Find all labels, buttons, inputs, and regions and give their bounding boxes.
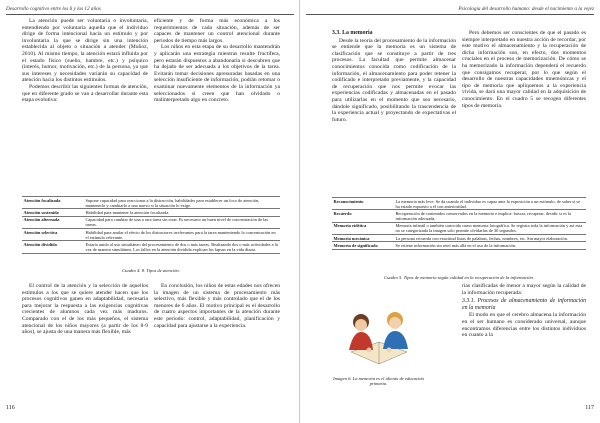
- attention-types-table: [22, 196, 280, 254]
- classroom-photo: [333, 302, 424, 374]
- table-row: [22, 229, 280, 241]
- table-row: [22, 197, 280, 209]
- row-term: Atención alternada: [22, 216, 84, 228]
- row-definition: Supone capacidad para reaccionar a la distracción, habilidades para establecer un foco de atención, mantenerlo y cambiarlo a uno nuevo si la situación lo exige.: [84, 197, 280, 209]
- section-title: 3.3. La memoria: [332, 30, 373, 36]
- paragraph: eficiente y de forma más económica a los requerimientos de cada situación, además de ser capaces de mantener un control atencional durante periodos de tiempo más largos.: [154, 18, 280, 44]
- paragraph: Desde la teoría del procesamiento de la información se entiende que la memoria es un sistema de clasificación que se constituye a partir de tres procesos. La facultad que permite almacenar conocimientos conocida como codificación de la información, el almacenamiento para poder retener la codificado e interpretado previamente, y la capacidad de recuperación que nos permite evocar las experiencias codificadas y almacenadas en el pasado para utilizarlas en el momento que sea necesario, dándole significado, posibilitando la trascendencia de la experiencia actual y proyectando de expectativas el futuro.: [332, 37, 456, 123]
- right-page: [300, 0, 600, 423]
- children-reading-photo: [333, 302, 424, 374]
- body-column: [332, 30, 456, 123]
- table-row: [22, 216, 280, 228]
- row-definition: Habilidad para mantener la atención focalizada.: [84, 209, 280, 216]
- row-term: Memoria de significado: [332, 242, 394, 249]
- image-caption: Imagen 6. La memoria es el aliento de educación primaria.: [333, 376, 424, 386]
- row-definition: Habilidad para anular el efecto de los distractores irrelevantes para la tarea manteniendo la concentración en el estímulo relevante.: [84, 229, 280, 241]
- paragraph: Los niños en esta etapa de su desarrollo mantendrán y aplicarán una estrategia mientras resulte fructífera, pero estarán dispuestos a abandonarla si descubren que ha dejado de ser adecuada a los objetivos de la tarea. Evitarán tomar decisiones apresuradas basadas en una selección insuficiente de información, podrán retomar o examinar nuevamente elementos de la información ya seleccionados si creen que han olvidado o malinterpretado algo en concreto.: [154, 44, 280, 104]
- row-term: Recuerdo: [332, 210, 394, 222]
- row-term: Atención sostenida: [22, 209, 84, 216]
- table-row: [332, 235, 586, 242]
- header-rule: [306, 14, 594, 15]
- running-head: Desarrollo cognitivo entre los 6 y los 12 años: [6, 6, 101, 12]
- row-definition: La persona recuerda con exactitud listas de palabras, fechas, nombres, etc. Sin mayor elaboración.: [394, 235, 586, 242]
- row-definition: La memoria más leve. Se da cuando el individuo es capaz ante la exposición a un estímulo, de saber si se ha estado expuesto a él con anterioridad.: [394, 198, 586, 210]
- table-row: [22, 241, 280, 253]
- row-definition: Memoria infantil o también conocida como memoria fotográfica. Se registra toda la información y así esta no se categorizada la imagen solo permite olvidarlas de 30 segundos.: [394, 222, 586, 234]
- memory-types-table: [332, 197, 586, 250]
- paragraph: En conclusión, los niños de estas edades nos ofrecen la imagen de un sistema de procesamiento más selectivo, más flexible y más controlado que el de los menores de 6 años. El motivo principal es el desarrollo de cuatro aspectos importantes de la atención durante este periodo: control, adaptabilidad, planificación y capacidad para ajustarse a la experiencia.: [154, 283, 280, 329]
- row-term: Reconocimiento: [332, 198, 394, 210]
- table-caption: Cuadro 4. 8. Tipos de atención.: [122, 268, 180, 273]
- row-term: Memoria mecánica: [332, 235, 394, 242]
- paragraph: Podemos describir las siguientes formas de atención, que en diferente grado se van a desarrollar durante esta etapa evolutiva:: [22, 83, 148, 104]
- table-row: [332, 242, 586, 249]
- table-row: [332, 210, 586, 222]
- row-definition: Se retiene información sin retel más allá en el uso de la información.: [394, 242, 586, 249]
- body-column: [22, 18, 148, 104]
- table-caption: Cuadro 5. Tipos de memoria según calidad en la recuperación de la información.: [384, 275, 534, 280]
- paragraph: rías clasificadas de menor a mayor según la calidad de la información recuperada:: [462, 283, 586, 296]
- table-row: [22, 209, 280, 216]
- running-head: Psicología del desarrollo humano: desde el nacimiento a la vejez: [458, 6, 594, 12]
- body-column: [462, 30, 586, 109]
- header-rule: [6, 14, 294, 15]
- body-column: [462, 283, 586, 339]
- paragraph: Pero debemos ser conscientes de que el pasado es siempre interpretado en nuestra acción de recordar, por este motivo el almacenamiento y la recuperación de dicha información son, en efecto, dos momentos cruciales en el proceso de memorización. De cómo se ha memorizado la información dependerá el recuerdo que consigamos recuperar, por lo que según el desarrollo de nuestras capacidades mnemónicas y el tipo de memoria que apliquemos a la experiencia vivida, se dará una mayor calidad en la adquisición de conocimiento. En el cuadro 5 se recogen diferentes tipos de memoria.: [462, 30, 586, 109]
- page-number: 117: [585, 405, 594, 411]
- row-term: Atención dividida: [22, 241, 84, 253]
- row-term: Atención selectiva: [22, 229, 84, 241]
- table-row: [332, 222, 586, 234]
- row-definition: Recuperación de contenidos conservados en la memoria e implica: buscar, recuperar, decidir si es la información adecuada.: [394, 210, 586, 222]
- paragraph: La atención puede ser voluntaria o involuntaria, entendiendo por voluntaria aquella que el individuo dirige de forma intencional hacia un estímulo y por involuntaria la que se dirige sin una intención establecida al objeto o situación a atender (Muñoz, 2010). Al mismo tiempo, la atención estará influida por el estado físico (sueño, hambre, etc.) y psíquico (interés, humor, motivación, etc.) de la persona, ya que sus intereses y necesidades variarán su capacidad de atención hacia los distintos estímulos.: [22, 18, 148, 84]
- paragraph: El modo en que el cerebro almacena la información en el ser humano es considerado universal, aunque encontramos diferencias entre los distintos individuos en cuanto a la: [462, 312, 586, 339]
- body-column: [154, 18, 280, 104]
- subsection-title: 3.3.1. Procesos de almacenamiento de información en la memoria: [462, 298, 586, 311]
- table-row: [332, 198, 586, 210]
- body-column: [154, 283, 280, 329]
- page-number: 116: [6, 405, 15, 411]
- row-definition: Capacidad para cambiar de una a otra tarea sin errar. Es necesario un buen nivel de concentración de las tareas.: [84, 216, 280, 228]
- paragraph: El control de la atención y la selección de aquellos estímulos a los que se quiere atender hacen que los procesos cognitivos ganen en adaptabilidad, necesaria para mejorar la respuesta a las exigencias cognitivas crecientes de alumnos cada vez más maduros. Comparado con el de los más pequeños, el sistema atencional de los niños mayores (a partir de los 8-9 años), se ajusta de una manera más flexible, más: [22, 283, 148, 336]
- body-column: [22, 283, 148, 336]
- row-term: Atención focalizada: [22, 197, 84, 209]
- row-term: Memoria eidética: [332, 222, 394, 234]
- row-definition: Estaría unido al uso simultáneo del procesamiento de dos o más tareas. Realizando dos o más actividades a la vez de manera simultánea. Los fallos en la atención dividida explican los lapsus en la vida diaria.: [84, 241, 280, 253]
